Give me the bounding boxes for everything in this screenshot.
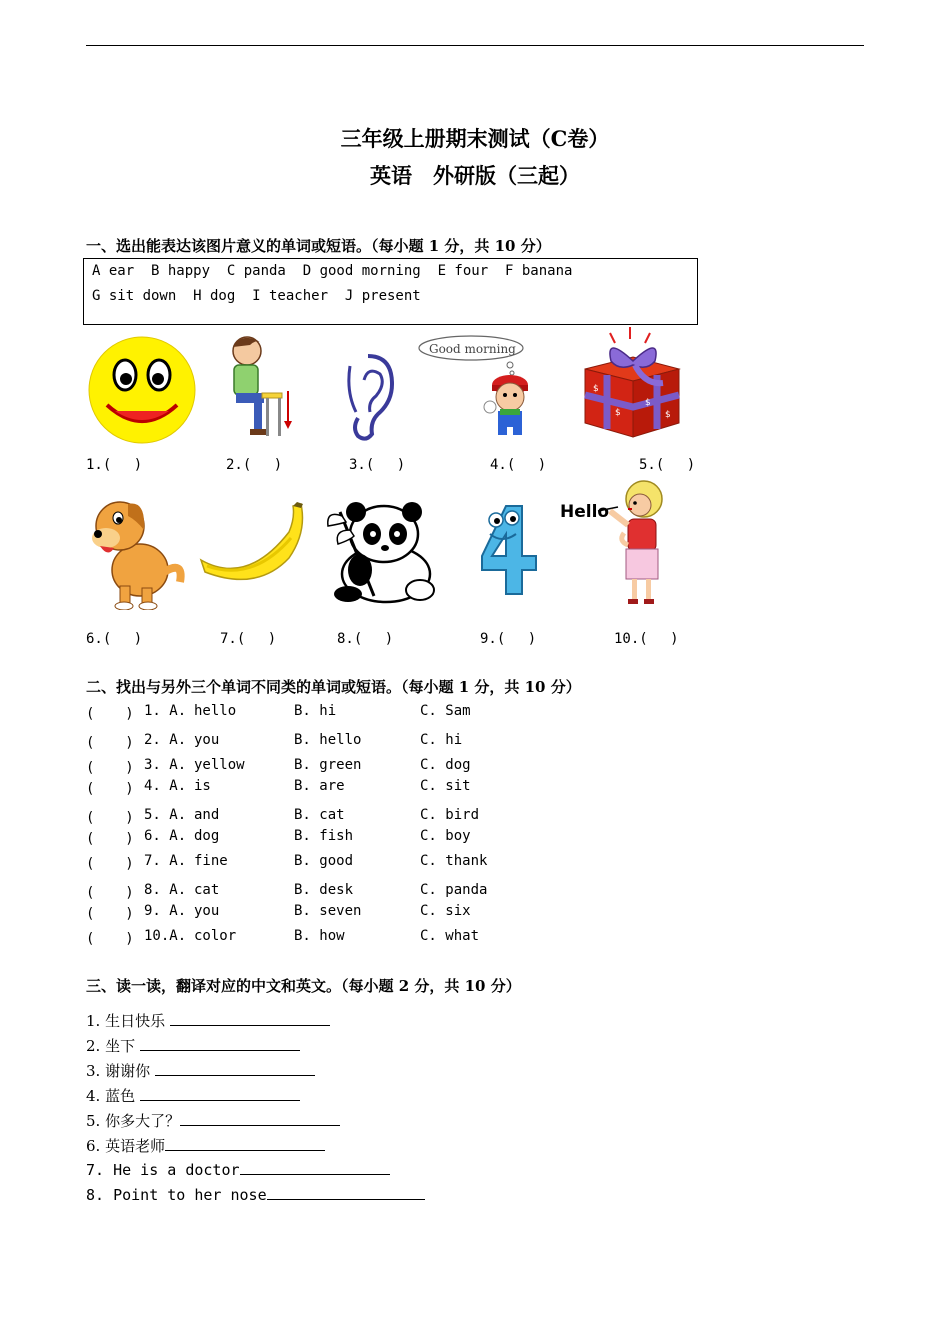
option-a: cat xyxy=(194,882,220,898)
option-b: B. seven xyxy=(294,903,362,919)
option-b: B. are xyxy=(294,778,345,794)
option-c: C. what xyxy=(420,928,480,944)
answer-blank[interactable] xyxy=(140,1036,300,1051)
word-box xyxy=(83,258,698,325)
option-c: C. sit xyxy=(420,778,471,794)
picture-label-3: 3.( ) xyxy=(349,457,406,473)
translate-item-1 xyxy=(86,1010,330,1031)
option-a: is xyxy=(194,778,211,794)
picture-label-9: 9.( ) xyxy=(480,631,537,647)
option-c: C. six xyxy=(420,903,471,919)
answer-paren[interactable]: ( ) xyxy=(86,735,134,751)
question-number: 3. A. xyxy=(144,757,187,773)
translate-item-7 xyxy=(86,1160,390,1179)
number-four-icon xyxy=(476,500,548,600)
svg-text:$: $ xyxy=(615,408,621,418)
answer-blank[interactable] xyxy=(140,1086,300,1101)
question-number: 4. A. xyxy=(144,778,187,794)
gift-box-icon xyxy=(575,325,690,440)
picture-label-6: 6.( ) xyxy=(86,631,143,647)
question-number: 8. A. xyxy=(144,882,187,898)
answer-paren[interactable]: ( ) xyxy=(86,906,134,922)
answer-blank[interactable] xyxy=(170,1011,330,1026)
option-c: C. panda xyxy=(420,882,488,898)
option-b: B. fish xyxy=(294,828,354,844)
answer-paren[interactable]: ( ) xyxy=(86,810,134,826)
translate-prompt: 2. 坐下 xyxy=(86,1037,140,1055)
smiley-face-icon xyxy=(87,335,197,445)
question-number: 5. A. xyxy=(144,807,187,823)
option-c: C. hi xyxy=(420,732,463,748)
option-b: B. green xyxy=(294,757,362,773)
picture-label-1: 1.( ) xyxy=(86,457,143,473)
option-b: B. hi xyxy=(294,703,337,719)
answer-paren[interactable]: ( ) xyxy=(86,781,134,797)
option-b: B. cat xyxy=(294,807,345,823)
panda-icon xyxy=(320,500,438,606)
translate-prompt: 8. Point to her nose xyxy=(86,1186,267,1204)
option-a: hello xyxy=(194,703,237,719)
picture-label-7: 7.( ) xyxy=(220,631,277,647)
translate-prompt: 4. 蓝色 xyxy=(86,1087,140,1105)
section2-heading: 二、找出与另外三个单词不同类的单词或短语。（每小题 1 分，共 10 分） xyxy=(86,678,581,696)
answer-paren[interactable]: ( ) xyxy=(86,831,134,847)
question-number: 10.A. xyxy=(144,928,187,944)
boy-sitting-icon xyxy=(212,333,292,443)
translate-prompt: 5. 你多大了？ xyxy=(86,1112,181,1130)
option-b: B. desk xyxy=(294,882,354,898)
question-number: 9. A. xyxy=(144,903,187,919)
option-b: B. how xyxy=(294,928,345,944)
exam-subtitle: 英语 外研版（三起） xyxy=(370,163,580,188)
translate-item-8 xyxy=(86,1185,425,1204)
answer-blank[interactable] xyxy=(180,1111,340,1126)
banana-icon xyxy=(197,502,305,582)
question-number: 6. A. xyxy=(144,828,187,844)
answer-paren[interactable]: ( ) xyxy=(86,931,134,947)
answer-blank[interactable] xyxy=(240,1160,390,1175)
svg-text:$: $ xyxy=(645,398,651,408)
picture-label-5: 5.( ) xyxy=(639,457,696,473)
option-c: C. Sam xyxy=(420,703,471,719)
translate-item-5 xyxy=(86,1110,340,1131)
translate-prompt: 6. 英语老师 xyxy=(86,1137,166,1155)
answer-paren[interactable]: ( ) xyxy=(86,760,134,776)
option-c: C. bird xyxy=(420,807,480,823)
header-rule xyxy=(86,45,864,46)
answer-blank[interactable] xyxy=(165,1136,325,1151)
speech-good-morning: Good morning xyxy=(429,342,516,356)
option-a: yellow xyxy=(194,757,245,773)
picture-label-4: 4.( ) xyxy=(490,457,547,473)
option-b: B. good xyxy=(294,853,354,869)
translate-prompt: 1. 生日快乐 xyxy=(86,1012,170,1030)
option-a: fine xyxy=(194,853,228,869)
option-c: C. dog xyxy=(420,757,471,773)
svg-text:$: $ xyxy=(665,410,671,420)
translate-item-2 xyxy=(86,1035,300,1056)
picture-label-8: 8.( ) xyxy=(337,631,394,647)
option-c: C. thank xyxy=(420,853,488,869)
option-a: color xyxy=(194,928,237,944)
translate-prompt: 3. 谢谢你 xyxy=(86,1062,155,1080)
picture-label-10: 10.( ) xyxy=(614,631,679,647)
answer-paren[interactable]: ( ) xyxy=(86,706,134,722)
option-a: and xyxy=(194,807,220,823)
good-morning-boy-icon xyxy=(418,335,528,440)
question-number: 1. A. xyxy=(144,703,187,719)
translate-item-4 xyxy=(86,1085,300,1106)
dog-icon xyxy=(84,490,188,610)
word-box-line-2: G sit down H dog I teacher J present xyxy=(92,288,421,304)
ear-icon xyxy=(340,352,396,442)
answer-paren[interactable]: ( ) xyxy=(86,856,134,872)
option-b: B. hello xyxy=(294,732,362,748)
answer-blank[interactable] xyxy=(267,1185,425,1200)
option-a: dog xyxy=(194,828,220,844)
question-number: 7. A. xyxy=(144,853,187,869)
word-box-line-1: A ear B happy C panda D good morning E four F banana xyxy=(92,263,573,279)
teacher-hello-icon xyxy=(558,475,678,610)
section1-heading: 一、选出能表达该图片意义的单词或短语。（每小题 1 分，共 10 分） xyxy=(86,237,551,255)
svg-text:$: $ xyxy=(593,384,599,394)
option-a: you xyxy=(194,903,220,919)
section3-heading: 三、读一读，翻译对应的中文和英文。（每小题 2 分，共 10 分） xyxy=(86,977,521,995)
option-a: you xyxy=(194,732,220,748)
question-number: 2. A. xyxy=(144,732,187,748)
exam-title: 三年级上册期末测试（C卷） xyxy=(340,126,610,151)
speech-hello: Hello xyxy=(560,502,610,522)
translate-item-3 xyxy=(86,1060,315,1081)
picture-label-2: 2.( ) xyxy=(226,457,283,473)
answer-paren[interactable]: ( ) xyxy=(86,885,134,901)
option-c: C. boy xyxy=(420,828,471,844)
translate-prompt: 7. He is a doctor xyxy=(86,1161,240,1179)
answer-blank[interactable] xyxy=(155,1061,315,1076)
translate-item-6 xyxy=(86,1135,325,1156)
